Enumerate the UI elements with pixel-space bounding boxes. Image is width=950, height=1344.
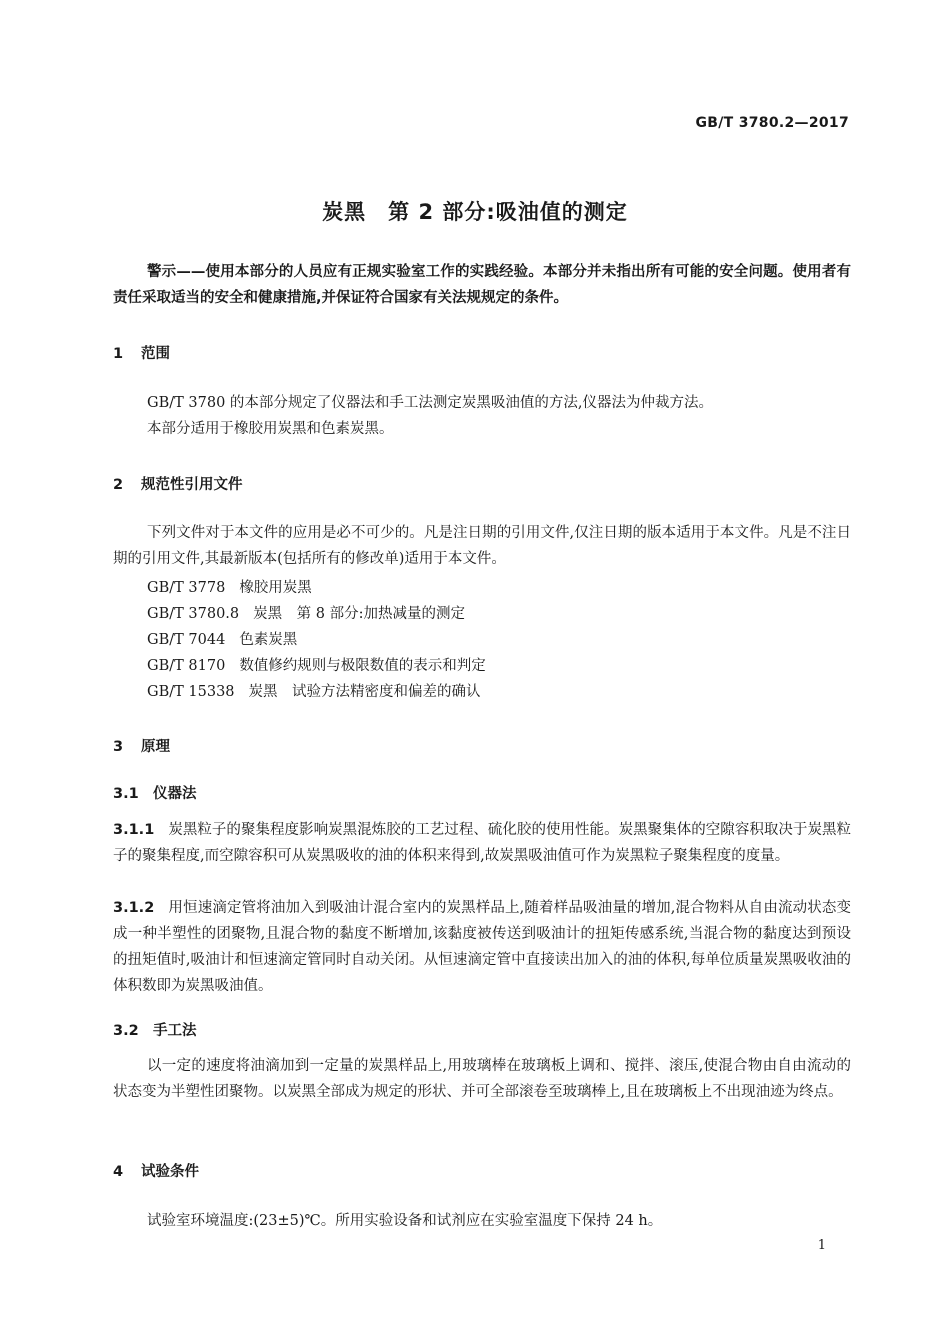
reference-item <box>147 602 465 623</box>
test-conditions-paragraph: 试验室环境温度:(23±5)℃。所用实验设备和试剂应在实验室温度下保持 24 h。 <box>147 1213 663 1229</box>
references-intro: 下列文件对于本文件的应用是必不可少的。凡是注日期的引用文件,仅注日期的版本适用于本文件。凡是不注日期的引用文件,其最新版本(包括所有的修改单)适用于本文件。 <box>113 525 851 567</box>
clause-3-1-1 <box>113 817 851 869</box>
section-number: 3 <box>113 739 124 755</box>
section-number: 4 <box>113 1164 124 1180</box>
clause-text: 炭黑粒子的聚集程度影响炭黑混炼胶的工艺过程、硫化胶的使用性能。炭黑聚集体的空隙容积取决于炭黑粒子的聚集程度,而空隙容积可从炭黑吸收的油的体积来得到,故炭黑吸油值可作为炭黑粒子聚集程度的度量。 <box>113 822 851 864</box>
subsection-title: 仪器法 <box>153 786 197 802</box>
clause-number: 3.1.2 <box>113 900 155 916</box>
reference-code: GB/T 7044 <box>147 632 226 648</box>
reference-title: 炭黑 试验方法精密度和偏差的确认 <box>248 684 481 700</box>
page-number: 1 <box>817 1238 826 1253</box>
reference-code: GB/T 3780.8 <box>147 606 240 622</box>
subsection-number: 3.1 <box>113 786 139 802</box>
section-title: 规范性引用文件 <box>141 477 243 493</box>
reference-title: 橡胶用炭黑 <box>239 580 312 596</box>
subsection-title: 手工法 <box>153 1023 197 1039</box>
section-number: 2 <box>113 477 124 493</box>
section-number: 1 <box>113 346 124 362</box>
subsection-number: 3.2 <box>113 1023 139 1039</box>
section-2-heading <box>113 473 243 494</box>
section-4-heading <box>113 1160 199 1181</box>
standard-code: GB/T 3780.2—2017 <box>695 115 849 131</box>
reference-item <box>147 654 486 675</box>
reference-title: 数值修约规则与极限数值的表示和判定 <box>239 658 486 674</box>
scope-paragraph-2: 本部分适用于橡胶用炭黑和色素炭黑。 <box>147 421 394 437</box>
warning-paragraph: 警示——使用本部分的人员应有正规实验室工作的实践经验。本部分并未指出所有可能的安全问题。使用者有责任采取适当的安全和健康措施,并保证符合国家有关法规规定的条件。 <box>113 264 851 306</box>
section-title: 范围 <box>141 346 170 362</box>
section-title: 原理 <box>141 739 170 755</box>
reference-code: GB/T 15338 <box>147 684 235 700</box>
section-1-heading <box>113 342 170 363</box>
reference-code: GB/T 3778 <box>147 580 226 596</box>
manual-method-paragraph: 以一定的速度将油滴加到一定量的炭黑样品上,用玻璃棒在玻璃板上调和、搅拌、滚压,使混合物由自由流动的状态变为半塑性团聚物。以炭黑全部成为规定的形状、并可全部滚卷至玻璃棒上,且在玻璃板上不出现油迹为终点。 <box>113 1058 851 1100</box>
scope-paragraph-1: GB/T 3780 的本部分规定了仪器法和手工法测定炭黑吸油值的方法,仪器法为仲裁方法。 <box>147 395 714 411</box>
section-title: 试验条件 <box>141 1164 199 1180</box>
clause-number: 3.1.1 <box>113 822 155 838</box>
clause-3-1-2 <box>113 895 851 999</box>
reference-item <box>147 576 312 597</box>
subsection-3-1-heading <box>113 782 197 803</box>
page-title: 炭黑 第 2 部分:吸油值的测定 <box>322 200 628 224</box>
subsection-3-2-heading <box>113 1019 197 1040</box>
section-3-heading <box>113 735 170 756</box>
reference-code: GB/T 8170 <box>147 658 226 674</box>
reference-title: 色素炭黑 <box>239 632 298 648</box>
reference-item <box>147 628 297 649</box>
reference-title: 炭黑 第 8 部分:加热减量的测定 <box>253 606 465 622</box>
clause-text: 用恒速滴定管将油加入到吸油计混合室内的炭黑样品上,随着样品吸油量的增加,混合物料从自由流动状态变成一种半塑性的团聚物,且混合物的黏度不断增加,该黏度被传送到吸油计的扭矩传感系统,当混合物的黏度达到预设的扭矩值时,吸油计和恒速滴定管同时自动关闭。从恒速滴定管中直接读出加入的油的体积,每单位质量炭黑吸收油的体积数即为炭黑吸油值。 <box>113 900 851 994</box>
reference-item <box>147 680 481 701</box>
